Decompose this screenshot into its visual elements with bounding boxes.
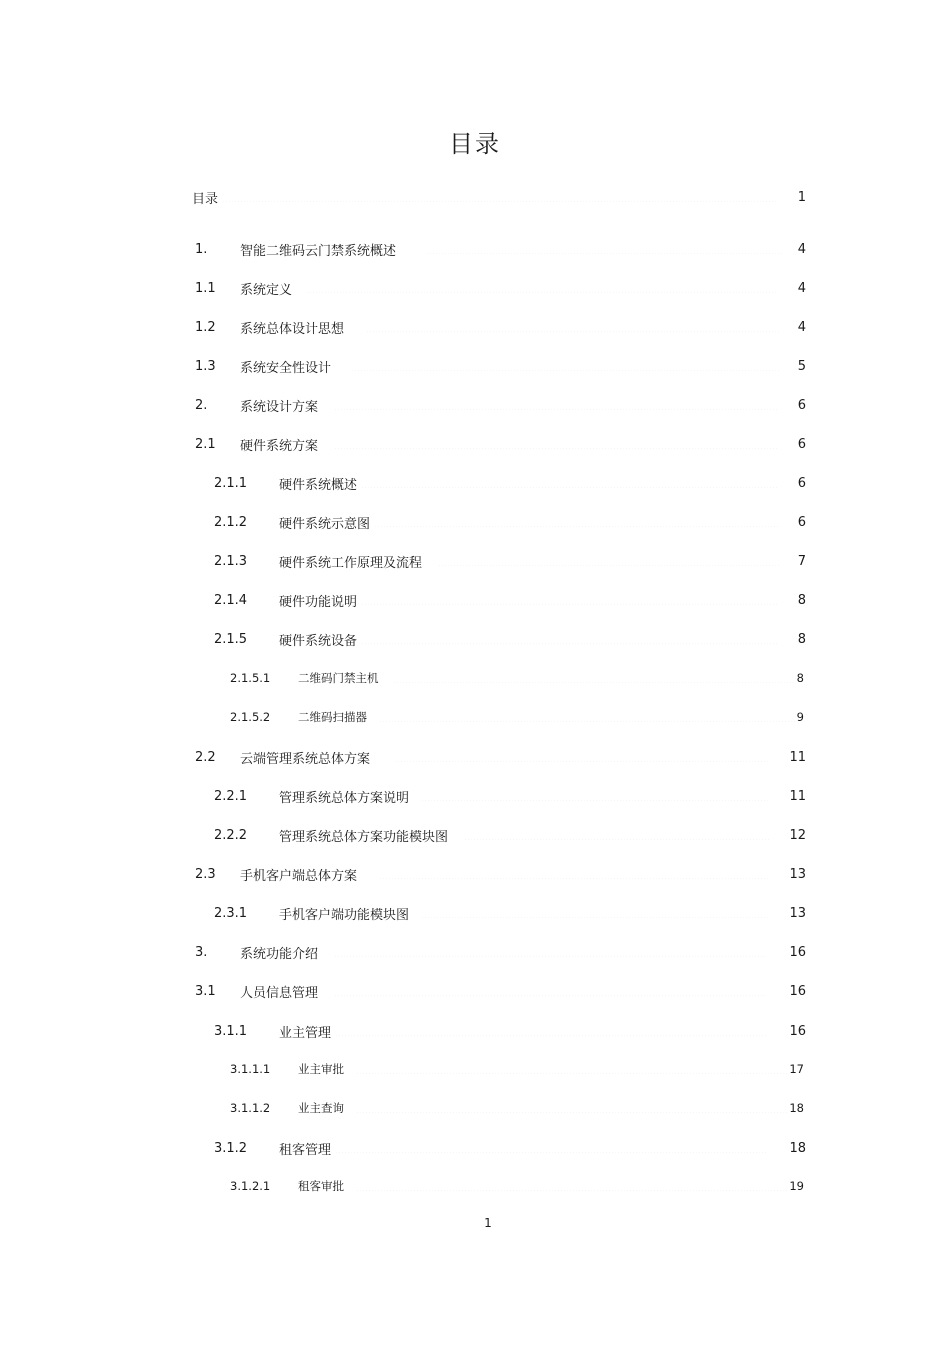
toc-entry-number: 1.2 [195, 319, 216, 335]
toc-entry-page: 16 [789, 1023, 806, 1039]
toc-leader [356, 1073, 787, 1074]
toc-entry-text: 系统安全性设计 [240, 360, 332, 376]
toc-entry-page: 11 [789, 788, 806, 804]
toc-entry-number: 2.1.5.2 [230, 710, 271, 724]
toc-entry-text: 硬件系统工作原理及流程 [279, 555, 423, 571]
toc-entry[interactable] [214, 785, 806, 807]
toc-entry-text: 租客审批 [298, 1179, 344, 1193]
toc-entry-number: 2.2.2 [214, 827, 248, 843]
toc-entry-number: 2.3 [195, 866, 216, 882]
toc-entry[interactable] [214, 1137, 806, 1159]
toc-entry[interactable] [195, 863, 806, 885]
toc-entry[interactable] [230, 1058, 804, 1080]
toc-entry-text: 管理系统总体方案说明 [279, 790, 410, 806]
toc-leader [306, 292, 778, 293]
toc-entry-page: 13 [789, 866, 806, 882]
toc-entry-text: 系统功能介绍 [240, 946, 319, 962]
toc-entry-number: 1. [195, 241, 208, 257]
toc-entry-page: 16 [789, 983, 806, 999]
toc-entry-number: 3.1.1.2 [230, 1101, 271, 1115]
toc-entry-text: 硬件系统概述 [279, 477, 358, 493]
toc-leader [393, 682, 795, 683]
toc-entry[interactable] [214, 628, 806, 650]
toc-entry[interactable] [195, 941, 806, 963]
toc-leader [366, 331, 780, 332]
toc-leader [379, 721, 795, 722]
toc-entry[interactable] [230, 706, 804, 728]
toc-entry[interactable] [230, 667, 804, 689]
toc-entry-text: 手机客户端总体方案 [240, 868, 358, 884]
toc-leader [334, 956, 767, 957]
toc-leader [438, 565, 780, 566]
toc-entry-text: 硬件系统设备 [279, 633, 358, 649]
toc-entry-number: 3.1.1.1 [230, 1062, 271, 1076]
toc-leader [361, 487, 778, 488]
toc-leader [334, 448, 778, 449]
toc-leader [379, 878, 769, 879]
toc-entry-page: 8 [797, 631, 806, 647]
toc-entry-number: 2.3.1 [214, 905, 248, 921]
toc-entry-page: 4 [797, 241, 806, 257]
toc-entry-number: 2.1.5 [214, 631, 248, 647]
toc-leader [361, 643, 778, 644]
toc-entry-text: 业主审批 [298, 1062, 344, 1076]
page-number: 1 [484, 1216, 492, 1230]
page-title: 目录 [449, 130, 501, 158]
toc-leader [421, 800, 769, 801]
toc-entry-page: 8 [797, 592, 806, 608]
toc-entry-page: 1 [797, 189, 806, 205]
toc-entry-text: 系统总体设计思想 [240, 321, 345, 337]
toc-entry-text: 硬件功能说明 [279, 594, 358, 610]
toc-entry-number: 2.2.1 [214, 788, 248, 804]
toc-entry-number: 3.1 [195, 983, 216, 999]
toc-entry-page: 5 [797, 358, 806, 374]
toc-entry-page: 7 [797, 553, 806, 569]
toc-entry[interactable] [230, 1097, 804, 1119]
toc-entry-number: 2.1.2 [214, 514, 248, 530]
toc-entry-number: 2.2 [195, 749, 216, 765]
toc-entry-text: 系统定义 [240, 282, 293, 298]
toc-entry-page: 9 [796, 710, 804, 724]
toc-entry[interactable] [214, 1020, 806, 1042]
toc-entry-text: 系统设计方案 [240, 399, 319, 415]
toc-entry[interactable] [195, 433, 806, 455]
toc-entry[interactable] [195, 355, 806, 377]
toc-entry-number: 3.1.2 [214, 1140, 248, 1156]
toc-entry-text: 人员信息管理 [240, 985, 319, 1001]
toc-leader [394, 761, 769, 762]
toc-entry-number: 2.1.3 [214, 553, 248, 569]
toc-entry-number: 2.1 [195, 436, 216, 452]
toc-entry-text: 管理系统总体方案功能模块图 [279, 829, 449, 845]
toc-entry-page: 4 [797, 319, 806, 335]
toc-entry-text: 云端管理系统总体方案 [240, 751, 371, 767]
toc-entry-number: 1.3 [195, 358, 216, 374]
toc-leader [356, 1190, 787, 1191]
toc-leader [426, 253, 782, 254]
toc-leader [356, 1112, 787, 1113]
toc-entry-number: 3.1.2.1 [230, 1179, 271, 1193]
toc-leader [421, 917, 769, 918]
toc-entry-page: 8 [796, 671, 804, 685]
toc-leader [334, 409, 778, 410]
toc-leader [335, 1035, 767, 1036]
toc-leader [334, 995, 767, 996]
toc-entry[interactable] [195, 746, 806, 768]
toc-entry-number: 3.1.1 [214, 1023, 248, 1039]
toc-entry-page: 18 [789, 1101, 804, 1115]
toc-entry[interactable] [195, 277, 806, 299]
toc-entry[interactable] [214, 824, 806, 846]
toc-entry-page: 11 [789, 749, 806, 765]
toc-entry-text: 租客管理 [279, 1142, 332, 1158]
toc-entry-number: 2.1.1 [214, 475, 248, 491]
toc-entry[interactable] [195, 238, 806, 260]
toc-leader [361, 604, 778, 605]
toc-entry-text: 硬件系统示意图 [279, 516, 371, 532]
toc-entry-text: 目录 [192, 191, 219, 207]
toc-entry-page: 6 [797, 436, 806, 452]
toc-entry-page: 6 [797, 475, 806, 491]
toc-entry-page: 17 [789, 1062, 804, 1076]
toc-entry[interactable] [214, 472, 806, 494]
toc-entry-text: 二维码扫描器 [298, 710, 367, 724]
toc-entry-page: 16 [789, 944, 806, 960]
toc-entry-text: 手机客户端功能模块图 [279, 907, 410, 923]
toc-leader [222, 201, 776, 202]
toc-entry-page: 6 [797, 514, 806, 530]
toc-entry-number: 2. [195, 397, 208, 413]
toc-leader [374, 526, 778, 527]
toc-entry[interactable] [195, 394, 806, 416]
toc-entry-page: 13 [789, 905, 806, 921]
toc-leader [464, 839, 769, 840]
toc-entry-text: 业主管理 [279, 1025, 332, 1041]
toc-entry-text: 硬件系统方案 [240, 438, 319, 454]
toc-leader [351, 370, 780, 371]
toc-entry[interactable] [214, 902, 806, 924]
toc-entry-page: 12 [789, 827, 806, 843]
toc-entry-number: 2.1.5.1 [230, 671, 271, 685]
toc-entry-page: 4 [797, 280, 806, 296]
toc-entry[interactable] [195, 316, 806, 338]
toc-entry-text: 智能二维码云门禁系统概述 [240, 243, 397, 259]
toc-entry[interactable] [214, 589, 806, 611]
toc-entry[interactable] [214, 550, 806, 572]
toc-entry-number: 1.1 [195, 280, 216, 296]
toc-entry[interactable] [230, 1175, 804, 1197]
toc-entry-text: 二维码门禁主机 [298, 671, 379, 685]
toc-entry-text: 业主查询 [298, 1101, 344, 1115]
toc-leader [335, 1152, 767, 1153]
toc-entry[interactable] [214, 511, 806, 533]
toc-entry[interactable] [192, 186, 806, 208]
toc-entry-page: 19 [789, 1179, 804, 1193]
toc-entry[interactable] [195, 980, 806, 1002]
toc-entry-page: 6 [797, 397, 806, 413]
toc-entry-number: 2.1.4 [214, 592, 248, 608]
toc-entry-page: 18 [789, 1140, 806, 1156]
toc-entry-number: 3. [195, 944, 208, 960]
